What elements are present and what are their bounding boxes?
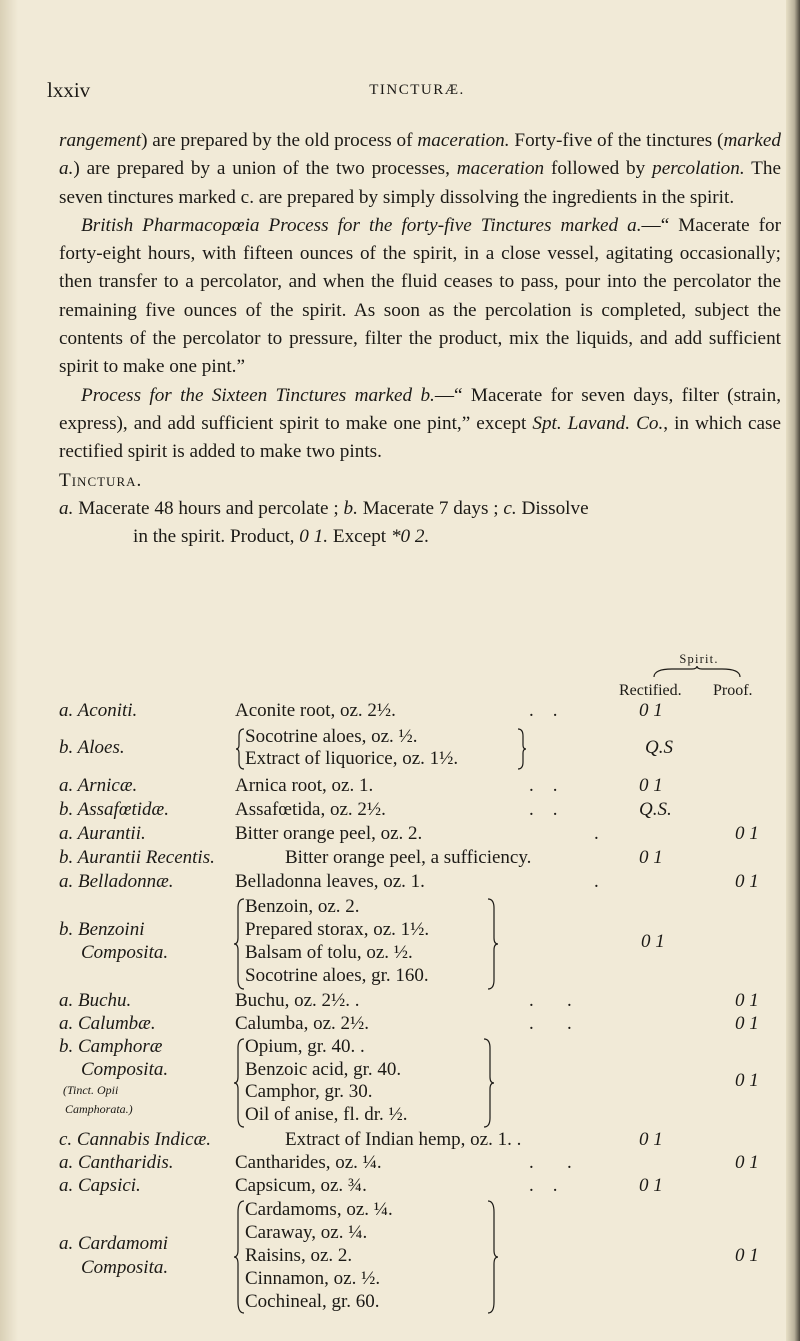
p1-italic: maceration [456, 158, 545, 180]
body-text [59, 127, 781, 551]
ingredient: Aconite root, oz. 2½. [235, 700, 396, 721]
tincture-name: b. Assafœtidæ. [59, 799, 169, 820]
spirit-brace [652, 666, 742, 678]
tincture-name: a. Capsici. [59, 1175, 141, 1196]
p1-italic: marked a. [59, 130, 781, 180]
ingredient: Oil of anise, fl. dr. ½. [245, 1104, 408, 1125]
table-row [59, 1198, 784, 1222]
table-row [59, 774, 784, 798]
tincture-name: Composita. [81, 1257, 169, 1278]
table-row [59, 1080, 784, 1104]
brace-right [487, 898, 499, 990]
p3-text: —“ Macerate for seven days, filter (strain, express), and add sufficient spirit to make one pint,” except [59, 384, 781, 434]
page-number: lxxiv [47, 78, 91, 102]
proof-value: 0 1 [735, 1152, 759, 1173]
brace-right [517, 728, 527, 770]
ingredient: Socotrine aloes, gr. 160. [245, 965, 429, 986]
table-row-ingredient [59, 846, 784, 870]
brace-right [487, 1200, 499, 1314]
leader-dots: . . [529, 700, 558, 721]
rectified-value: 0 1 [639, 700, 663, 721]
ingredient: Calumba, oz. 2½. [235, 1013, 370, 1034]
table-row [59, 895, 784, 919]
leader-dots: . [594, 823, 599, 844]
tincture-name: a. Cardamomi [59, 1233, 169, 1254]
ingredient: Benzoic acid, gr. 40. [245, 1059, 402, 1080]
table-row [59, 931, 784, 965]
key-line2-text: in the spirit. Product, [133, 526, 300, 548]
p1-text: The seven tinctures marked c. are prepared by simply dissolving the ingredients in the spirit. [59, 158, 781, 208]
p2-heading: British Pharmacopœia Process for the forty-five Tinctures marked a. [81, 214, 642, 236]
rectified-value: 0 1 [641, 931, 665, 952]
table-row [59, 1103, 784, 1127]
p1-text: followed by [544, 158, 653, 180]
key-a-text: Macerate 48 hours and percolate ; [73, 497, 344, 519]
p1-text: ) are prepared by the old process of [141, 130, 418, 151]
p2-text: —“ Macerate for forty-eight hours, with fifteen ounces of the spirit, in a close vessel, agitating occasionally; then transfer to a percolator, and when the fluid ceases to pass, pour into the percolator the remaining five ounces of the spirit. As soon as the percolation is completed, subject the contents of the percolator to pressure, filter the product, mix the liquids, and add sufficient spirit to make one pint.” [59, 214, 781, 378]
ingredient: Belladonna leaves, oz. 1. [235, 871, 425, 892]
tincture-name: c. Cannabis Indicæ. [59, 1129, 211, 1150]
leader-dots: . . [529, 1152, 572, 1173]
proof-value: 0 1 [735, 871, 759, 892]
ingredient: Camphor, gr. 30. [245, 1081, 373, 1102]
page-gutter-shadow [0, 0, 18, 1341]
key-line2-text: Except [328, 526, 391, 548]
table-row-ingredient [59, 1128, 784, 1152]
ingredient: Balsam of tolu, oz. ½. [245, 942, 413, 963]
leader-dots: . . [529, 775, 558, 796]
ingredient: Prepared storax, oz. 1½. [245, 919, 430, 940]
leader-dots: . . [529, 1013, 572, 1034]
page-edge [786, 0, 800, 1341]
p1-text: Forty-five of the tinctures ( [509, 130, 724, 151]
table-row [59, 798, 784, 822]
tincture-alias: (Tinct. Opii [63, 1083, 119, 1097]
key-c: c. [503, 497, 517, 519]
tincture-name: a. Aconiti. [59, 700, 138, 721]
paragraph-3 [59, 382, 781, 467]
key-except: *0 2. [390, 526, 430, 548]
table-row [59, 725, 784, 758]
ingredient: Caraway, oz. ¼. [245, 1222, 368, 1243]
brace-right [483, 1038, 495, 1128]
ingredient: Raisins, oz. 2. [245, 1245, 353, 1266]
table-row [59, 964, 784, 988]
tincture-table [59, 652, 784, 1312]
tincture-name: b. Aloes. [59, 737, 125, 758]
tincture-name: b. Benzoini [59, 919, 145, 940]
key-line-2 [59, 523, 781, 551]
tincture-name: a. Arnicæ. [59, 775, 138, 796]
table-row [59, 870, 784, 894]
table-row [59, 918, 784, 942]
paragraph-2 [59, 212, 781, 382]
proof-value: 0 1 [735, 990, 759, 1011]
ingredient: Extract of Indian hemp, oz. 1. . [285, 1129, 522, 1150]
table-row [59, 1035, 784, 1059]
ingredient: Cantharides, oz. ¼. [235, 1152, 382, 1173]
brace-left [235, 728, 245, 770]
rectified-value: 0 1 [639, 775, 663, 796]
proof-value: 0 1 [735, 1245, 759, 1266]
ingredient: Arnica root, oz. 1. [235, 775, 374, 796]
ingredient: Cochineal, gr. 60. [245, 1291, 380, 1312]
spirit-label: Spirit. [679, 652, 719, 666]
table-row [59, 737, 784, 771]
tincture-name: a. Belladonnæ. [59, 871, 174, 892]
tincture-name: b. Aurantii Recentis. [59, 847, 215, 868]
section-title: Tinctura. [59, 469, 143, 491]
p1-text: ) are prepared by a union of the two processes, [73, 158, 457, 180]
paragraph-1 [59, 127, 781, 212]
ingredient: Bitter orange peel, oz. 2. [235, 823, 423, 844]
ingredient: Assafœtida, oz. 2½. [235, 799, 386, 820]
tincture-alias: Camphorata.) [65, 1102, 133, 1116]
ingredient: Cinnamon, oz. ½. [245, 1268, 381, 1289]
tincture-name: a. Buchu. [59, 990, 132, 1011]
key-b-text: Macerate 7 days ; [357, 497, 504, 519]
tincture-name: a. Cantharidis. [59, 1152, 174, 1173]
leader-dots: . . [529, 799, 558, 820]
tincture-name: Composita. [81, 1059, 169, 1080]
table-row [59, 1151, 784, 1175]
table-row [59, 989, 784, 1013]
key-line-1 [59, 495, 781, 523]
key-c-text: Dissolve [516, 497, 589, 519]
ingredient: Bitter orange peel, a sufficiency. [285, 847, 532, 868]
leader-dots: . . [529, 990, 572, 1011]
table-row [59, 1012, 784, 1036]
rectified-value: Q.S. [639, 799, 672, 820]
tincture-name: b. Camphoræ [59, 1036, 163, 1057]
leader-dots: . . [529, 1175, 558, 1196]
ingredient: Extract of liquorice, oz. 1½. [245, 748, 459, 769]
rectified-value: 0 1 [639, 847, 663, 868]
table-row [59, 1174, 784, 1198]
brace-left [233, 1038, 245, 1128]
p3-text: , in which case rectified spirit is added to make two pints. [59, 412, 781, 463]
col-proof: Proof. [713, 682, 753, 699]
rectified-value: 0 1 [639, 1129, 663, 1150]
proof-value: 0 1 [735, 1070, 759, 1091]
key-b: b. [343, 497, 358, 519]
p1-italic: percolation. [652, 158, 745, 180]
p1-italic: rangement [59, 130, 142, 151]
ingredient: Capsicum, oz. ¾. [235, 1175, 367, 1196]
col-rectified: Rectified. [619, 682, 682, 699]
brace-left [233, 1200, 245, 1314]
p3-heading: Process for the Sixteen Tinctures marked b. [81, 384, 435, 406]
key-product: 0 1. [299, 526, 329, 548]
running-title: TINCTURÆ. [369, 82, 465, 98]
brace-left [233, 898, 245, 990]
rectified-value: Q.S [645, 737, 673, 758]
table-row [59, 1264, 784, 1312]
key-a: a. [59, 497, 74, 519]
p1-italic: maceration. [417, 130, 510, 151]
ingredient: Opium, gr. 40. . [245, 1036, 365, 1057]
ingredient: Socotrine aloes, oz. ½. [245, 726, 418, 747]
proof-value: 0 1 [735, 1013, 759, 1034]
page-header [47, 78, 787, 108]
table-row [59, 822, 784, 846]
ingredient: Buchu, oz. 2½. . [235, 990, 360, 1011]
ingredient: Cardamoms, oz. ¼. [245, 1199, 393, 1220]
proof-value: 0 1 [735, 823, 759, 844]
leader-dots: . [594, 871, 599, 892]
ingredient: Benzoin, oz. 2. [245, 896, 360, 917]
p3-italic: Spt. Lavand. Co. [532, 412, 664, 434]
tincture-name: Composita. [81, 942, 169, 963]
rectified-value: 0 1 [639, 1175, 663, 1196]
tincture-name: a. Aurantii. [59, 823, 146, 844]
table-row [59, 699, 784, 723]
tincture-name: a. Calumbæ. [59, 1013, 156, 1034]
